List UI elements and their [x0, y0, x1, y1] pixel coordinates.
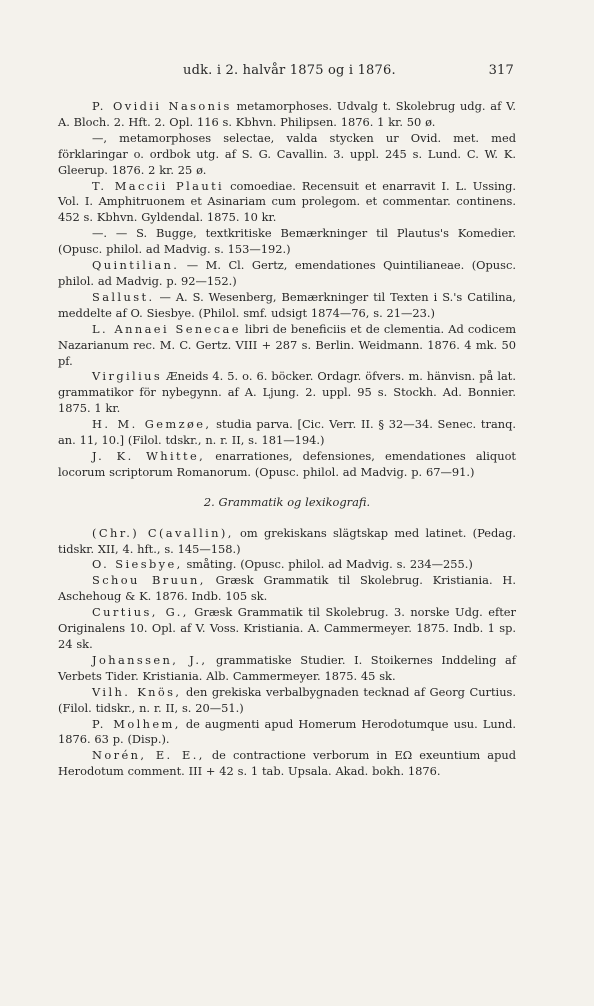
entry-text: grammatiske Studier. I. Stoikernes Inddeling af Verbets Tider. Kristiania. Alb. Cammermeyer. 1875. 45 sk. — [58, 652, 517, 683]
entry-author: P. Molhem, — [92, 716, 181, 731]
classical-entries — [58, 99, 516, 481]
bibliography-entry — [58, 573, 516, 605]
entry-text: om grekiskans slägtskap med latinet. (Pedag. tidskr. XII, 4. hft., s. 145—158.) — [58, 525, 517, 556]
bibliography-entry — [58, 557, 516, 573]
entry-text: studia parva. [Cic. Verr. II. § 32—34. Senec. tranq. an. 11, 10.] (Filol. tdskr., n. r. II, s. 181—194.) — [58, 417, 516, 448]
entry-author: J. K. Whitte, — [92, 448, 206, 463]
bibliography-entry — [58, 99, 516, 131]
entry-text: Græsk Grammatik til Skolebrug. Kristiania. H. Aschehoug & K. 1876. Indb. 105 sk. — [58, 573, 516, 604]
entry-author: Vilh. Knös, — [92, 684, 182, 699]
bibliography-entry — [58, 179, 516, 227]
entry-author: L. Annaei Senecae — [92, 321, 241, 336]
bibliography-entry — [58, 369, 516, 417]
entry-author: (Chr.) C(avallin), — [92, 525, 234, 540]
entry-text: de augmenti apud Homerum Herodotumque usu. Lund. 1876. 63 p. (Disp.). — [58, 716, 516, 747]
entry-author: Curtius, G., — [92, 605, 189, 620]
bibliography-entry — [58, 685, 516, 717]
entry-text: den grekiska verbalbygnaden tecknad af Georg Curtius. (Filol. tidskr., n. r. II, s. 20—51.) — [58, 684, 516, 715]
entry-text: — M. Cl. Gertz, emendationes Quintilianeae. (Opusc. philol. ad Madvig. p. 92—152.) — [58, 258, 516, 288]
entry-author: Virgilius — [92, 369, 163, 384]
bibliography-body — [58, 99, 516, 780]
entry-text: Æneids 4. 5. o. 6. böcker. Ordagr. öfvers. m. hänvisn. på lat. grammatikor för nybegynn. af A. Ljung. 2. uppl. 95 s. Stockh. Ad. Bonnier. 1875. 1 kr. — [58, 369, 516, 416]
entry-author: H. M. Gemzøe, — [92, 417, 212, 432]
bibliography-entry — [58, 322, 516, 370]
bibliography-entry — [58, 226, 516, 258]
grammar-entries — [58, 526, 516, 781]
entry-text: —, metamorphoses selectae, valda stycken ur Ovid. met. med förklaringar o. ordbok utg. af S. G. Cavallin. 3. uppl. 245 s. Lund. C. W. K. Gleerup. 1876. 2 kr. 25 ø. — [58, 130, 516, 177]
bibliography-entry — [58, 131, 516, 179]
entry-text: —. — S. Bugge, textkritiske Bemærkninger til Plautus's Komedier. (Opusc. philol. ad Madvig. s. 153—192.) — [58, 226, 516, 257]
entry-text: Græsk Grammatik til Skolebrug. 3. norske Udg. efter Originalens 10. Opl. af V. Voss. Kristiania. A. Cammermeyer. 1875. Indb. 1 sp. 24 sk. — [58, 605, 516, 651]
entry-author: O. Siesbye, — [92, 557, 183, 572]
page-number: 317 — [488, 63, 514, 78]
entry-text: comoediae. Recensuit et enarravit I. L. Ussing. Vol. I. Amphitruonem et Asinariam cum prolegom. et commentar. continens. 452 s. Kbhvn. Gyldendal. 1875. 10 kr. — [58, 178, 516, 225]
running-title: udk. i 2. halvår 1875 og i 1876. — [183, 63, 396, 78]
entry-author: T. Maccii Plauti — [92, 178, 225, 193]
entry-text: libri de beneficiis et de clementia. Ad codicem Nazarianum rec. M. C. Gertz. VIII + 287 s. Berlin. Weidmann. 1876. 4 mk. 50 pf. — [58, 321, 516, 368]
entry-text: småting. (Opusc. philol. ad Madvig. s. 234—255.) — [182, 557, 473, 572]
bibliography-entry — [58, 449, 516, 481]
bibliography-entry — [58, 748, 516, 780]
bibliography-entry — [58, 526, 516, 558]
entry-author: Quintilian. — [92, 258, 180, 273]
section-heading: 2. Grammatik og lexikografi. — [203, 494, 371, 509]
bibliography-entry — [58, 605, 516, 653]
entry-text: metamorphoses. Udvalg t. Skolebrug udg. af V. A. Bloch. 2. Hft. 2. Opl. 116 s. Kbhvn. Philipsen. 1876. 1 kr. 50 ø. — [58, 99, 516, 129]
bibliography-entry — [58, 258, 516, 290]
entry-author: Schou Bruun, — [92, 573, 206, 588]
entry-text: enarrationes, defensiones, emendationes aliquot locorum scriptorum Romanorum. (Opusc. philol. ad Madvig. p. 67—91.) — [58, 448, 516, 479]
bibliography-entry — [58, 417, 516, 449]
entry-author: Sallust. — [92, 289, 155, 304]
entry-text: — A. S. Wesenberg, Bemærkninger til Texten i S.'s Catilina, meddelte af O. Siesbye. (Philol. smf. udsigt 1874—76, s. 21—23.) — [58, 289, 516, 320]
entry-author: Johanssen, J., — [92, 652, 208, 667]
bibliography-entry — [58, 290, 516, 322]
entry-author: Norén, E. E., — [92, 748, 205, 763]
bibliography-entry — [58, 717, 516, 749]
bibliography-entry — [58, 653, 516, 685]
entry-author: P. Ovidii Nasonis — [92, 99, 232, 113]
entry-text: de contractione verborum in EΩ exeuntium apud Herodotum comment. III + 42 s. 1 tab. Upsala. Akad. bokh. 1876. — [58, 748, 516, 779]
